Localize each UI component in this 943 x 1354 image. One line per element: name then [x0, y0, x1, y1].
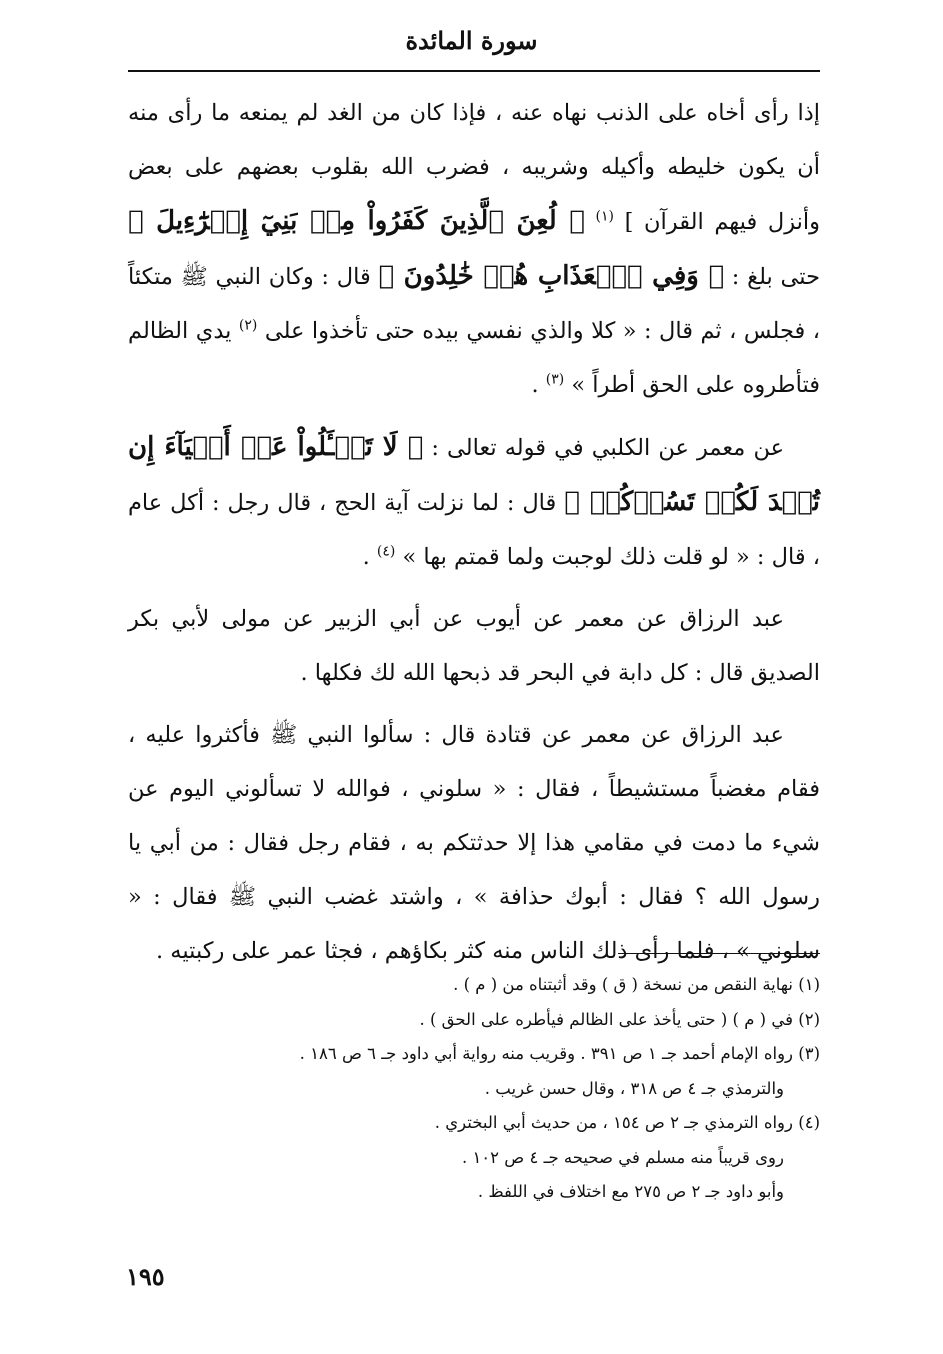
page-number: ١٩٥ — [126, 1262, 165, 1291]
footnote-3-continued: والترمذي جـ ٤ ص ٣١٨ ، وقال حسن غريب . — [484, 1078, 784, 1098]
quran-verse: ﴿ لَا تَسۡـَٔلُواْ عَنۡ أَشۡيَآءَ إِن تُبۡدَ لَكُمۡ تَسُؤۡكُمۡ ﴾ — [128, 432, 821, 517]
text-segment: . — [362, 544, 370, 570]
text-segment: قال : وكان النبي ﷺ متكئاً ، فجلس ، ثم قال : « كلا والذي نفسي بيده حتى تأخذوا على — [128, 264, 821, 344]
quran-verse: ﴿ وَفِي ٱلۡعَذَابِ هُمۡ خَٰلِدُونَ ﴾ — [378, 261, 725, 291]
footnote-4: (٤) رواه الترمذي جـ ٢ ص ١٥٤ ، من حديث أبي البختري . — [434, 1113, 820, 1132]
footnote-divider — [618, 953, 820, 954]
footnote-ref: (٢) — [238, 317, 258, 334]
footnote-ref: (١) — [595, 208, 614, 225]
paragraph-1 — [128, 86, 820, 412]
text-segment: يدي الظالم فتأطروه على الحق أطراً » — [128, 318, 820, 398]
text-segment: عن معمر عن الكلبي في قوله تعالى : — [431, 435, 784, 461]
footnotes — [128, 968, 820, 1210]
paragraph-4: عبد الرزاق عن معمر عن قتادة قال : سألوا النبي ﷺ فأكثروا عليه ، فقام مغضباً مستشيطاً ، فقال : « سلوني ، فوالله لا تسألوني اليوم عن شيء ما دمت في مقامي هذا إلا حدثتكم به ، فقام رجل فقال : من أبي يا رسول الله ؟ فقال : أبوك حذافة » ، واشتد غضب النبي ﷺ فقال : « سلوني » ، فلما رأى ذلك الناس منه كثر بكاؤهم ، فجثا عمر على ركبتيه . — [128, 722, 820, 964]
text-segment: إذا رأى أخاه على الذنب نهاه عنه ، فإذا كان من الغد لم يمنعه ما رأى منه أن يكون خليطه وأكيله وشريبه ، فضرب الله بقلوب بعضهم على بعض وأنزل فيهم القرآن ] — [128, 100, 820, 235]
footnote-3: (٣) رواه الإمام أحمد جـ ١ ص ٣٩١ . وقريب منه رواية أبي داود جـ ٦ ص ١٨٦ . — [299, 1044, 820, 1063]
footnote-2: (٢) في ( م ) ( حتى يأخذ على الظالم فيأطره على الحق ) . — [419, 1009, 820, 1029]
paragraph-2 — [128, 420, 820, 584]
footnote-4-continued: وأبو داود جـ ٢ ص ٢٧٥ مع اختلاف في اللفظ . — [477, 1182, 784, 1201]
quran-verse: ﴿ لُعِنَ ٱلَّذِينَ كَفَرُواْ مِنۢ بَنِيٓ إِسۡرَٰٓءِيلَ ﴾ — [128, 206, 585, 236]
footnote-1: (١) نهاية النقص من نسخة ( ق ) وقد أثبتناه من ( م ) . — [453, 975, 820, 994]
surah-title: سورة المائدة — [405, 26, 538, 55]
footnote-ref: (٣) — [545, 371, 565, 388]
text-segment: . — [531, 372, 539, 398]
text-segment: حتى بلغ : — [731, 264, 820, 290]
footnote-ref: (٤) — [376, 543, 396, 560]
header-divider — [128, 70, 820, 72]
main-text — [128, 86, 820, 978]
text-segment: قال : لما نزلت آية الحج ، قال رجل : أكل عام ، قال : « لو قلت ذلك لوجبت ولما قمتم بها » — [128, 490, 820, 570]
footnote-4-continued: روى قريباً منه مسلم في صحيحه جـ ٤ ص ١٠٢ . — [461, 1147, 784, 1167]
paragraph-3: عبد الرزاق عن معمر عن أيوب عن أبي الزبير عن مولى لأبي بكر الصديق قال : كل دابة في البحر قد ذبحها الله لك فكلها . — [128, 606, 820, 686]
